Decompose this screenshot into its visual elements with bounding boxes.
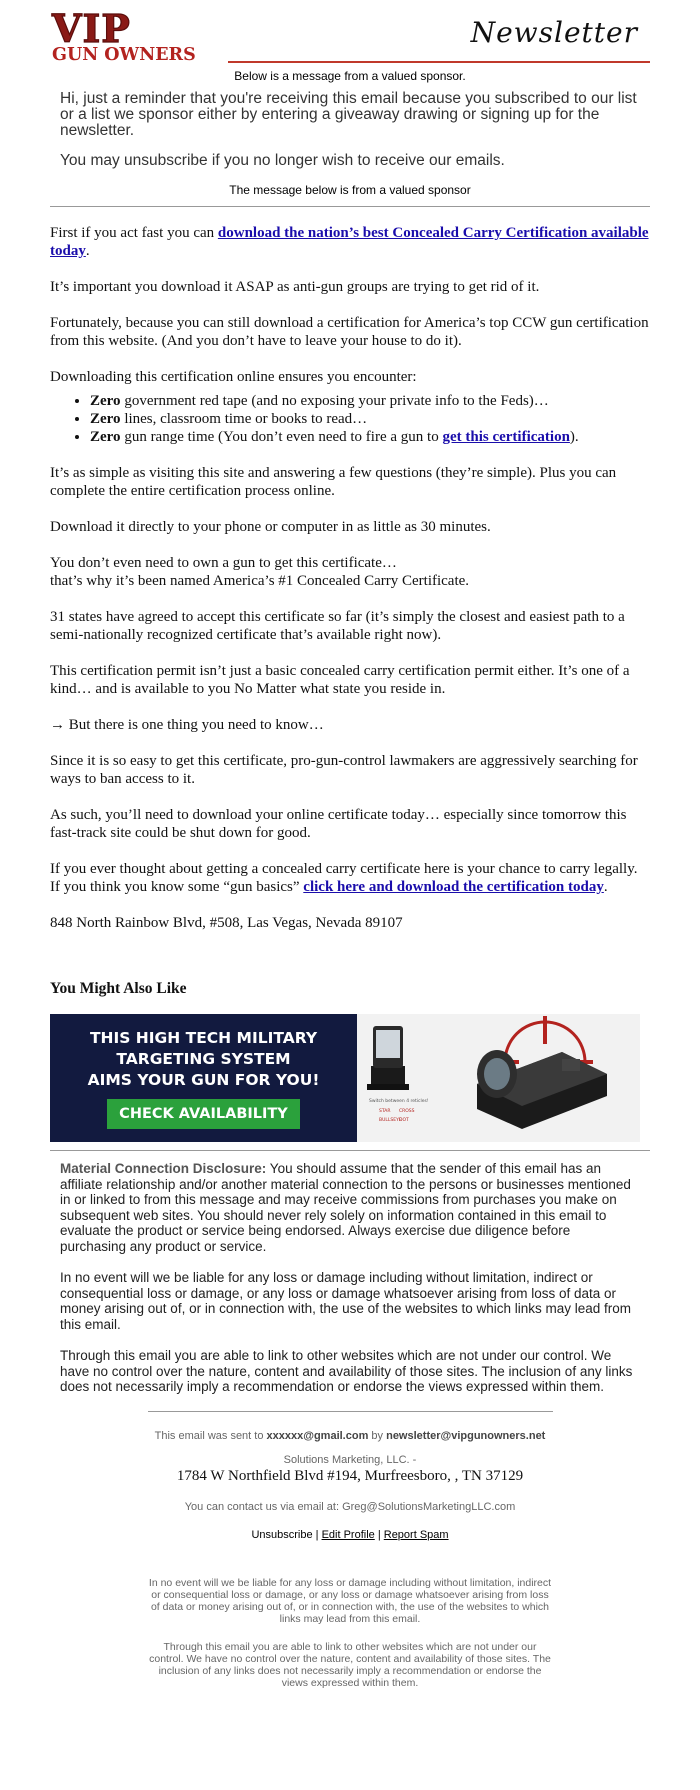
intro-section: [50, 83, 650, 169]
ad-text-panel: [50, 1014, 357, 1142]
disclosure-section: [50, 1150, 650, 1395]
small-red-dot-sight-icon: [367, 1026, 409, 1090]
benefits-list: [50, 392, 650, 446]
paragraph: This certification permit isn’t just a basic concealed carry certification permit either. It’s one of a kind… and is available to you No Matter what state you reside in.: [50, 663, 630, 697]
paragraph: Downloading this certification online ensures you encounter:: [50, 369, 417, 385]
header-divider: [228, 61, 650, 63]
vip-gun-owners-logo: [50, 10, 228, 64]
edit-profile-link[interactable]: Edit Profile: [321, 1528, 375, 1541]
paragraph: 31 states have agreed to accept this certificate so far (it’s simply the closest and easiest path to a semi-nationally recognized certificate that’s available right now).: [50, 609, 625, 643]
sponsor-notice-2: The message below is from a valued sponsor: [229, 183, 471, 197]
also-like-heading: You Might Also Like: [50, 980, 187, 997]
list-item: • Zero gun range time (You don’t even need to fire a gun to get this certification).: [90, 428, 650, 446]
disclosure-label: Material Connection Disclosure:: [60, 1161, 267, 1176]
footer-links: Unsubscribe | Edit Profile | Report Spam: [251, 1528, 449, 1541]
company-name: Solutions Marketing, LLC. -: [283, 1453, 417, 1466]
check-availability-button[interactable]: CHECK AVAILABILITY: [107, 1099, 300, 1129]
report-spam-link[interactable]: Report Spam: [383, 1528, 449, 1541]
ad-banner[interactable]: [50, 1014, 640, 1142]
paragraph: As such, you’ll need to download your online certificate today… especially since tomorrow this fast-track site could be shut down for good.: [50, 807, 627, 841]
list-item: • Zero lines, classroom time or books to read…: [90, 410, 650, 428]
paragraph: First if you act fast you can download the nation’s best Concealed Carry Certification available today.: [50, 225, 649, 259]
svg-text:Switch between 4 reticles!: Switch between 4 reticles!: [369, 1099, 429, 1104]
ad-product-image: [357, 1014, 640, 1142]
ad-headline: THIS HIGH TECH MILITARY TARGETING SYSTEM AIMS YOUR GUN FOR YOU!: [87, 1029, 320, 1089]
list-item: • Zero government red tape (and no exposing your private info to the Feds)…: [90, 392, 650, 410]
paragraph: Since it is so easy to get this certificate, pro-gun-control lawmakers are aggressively searching for ways to ban access to it.: [50, 753, 638, 787]
paragraph: You don’t even need to own a gun to get this certificate… that’s why it’s been named America’s #1 Concealed Carry Certificate.: [50, 555, 470, 589]
contact-line: You can contact us via email at: Greg@SolutionsMarketingLLC.com: [184, 1500, 516, 1513]
logo-vip-text: VIP: [52, 10, 131, 51]
liability-paragraph: In no event will we be liable for any loss or damage including without limitation, indirect or consequential loss or damage, or any loss or damage whatsoever arising from loss of data or money arising out of, or in connection with, the use of the websites to which links may lead from this email.: [60, 1270, 632, 1332]
sponsor-address: 848 North Rainbow Blvd, #508, Las Vegas, Nevada 89107: [50, 915, 403, 931]
paragraph: It’s as simple as visiting this site and answering a few questions (they’re simple). Plus you can complete the entire certification process online.: [50, 465, 617, 499]
logo-gun-owners-text: GUN OWNERS: [52, 45, 196, 64]
subscription-reminder: Hi, just a reminder that you're receiving this email because you subscribed to our list or a list we sponsor either by entering a giveaway drawing or signing up for the newsletter.: [60, 90, 637, 139]
paragraph: → But there is one thing you need to know…: [50, 717, 324, 733]
footer-liability-text: In no event will we be liable for any loss or damage including without limitation, indirect or consequential loss or damage, or any loss or damage whatsoever arising from loss of data or money arising out of, or in connection with, the use of the websites to which links may lead from this email.: [148, 1576, 552, 1625]
svg-text:BULLSEYE: BULLSEYE: [379, 1118, 402, 1123]
paragraph: Fortunately, because you can still download a certification for America’s top CCW gun certification from this website. (And you don’t have to leave your house to do it).: [50, 315, 649, 349]
svg-text:STAR: STAR: [379, 1109, 391, 1114]
footer-external-links-text: Through this email you are able to link to other websites which are not under our control. We have no control over the nature, content and availability of those sites. The inclusion of any links does not necessarily imply a recommendation or endorse the views expressed within them.: [149, 1640, 551, 1689]
sent-to-line: This email was sent to xxxxxx@gmail.com by newsletter@vipgunowners.net: [154, 1429, 546, 1442]
download-today-link[interactable]: click here and download the certification today: [303, 879, 604, 895]
sponsor-notice: Below is a message from a valued sponsor.: [234, 69, 466, 83]
paragraph: It’s important you download it ASAP as anti-gun groups are trying to get rid of it.: [50, 279, 540, 295]
external-links-paragraph: Through this email you are able to link to other websites which are not under our control. We have no control over the nature, content and availability of those sites. The inclusion of any links does not necessarily imply a recommendation or endorse the views expressed within them.: [60, 1348, 633, 1394]
newsletter-title: Newsletter: [470, 16, 638, 49]
svg-text:DOT: DOT: [399, 1118, 409, 1123]
article-body: [50, 207, 650, 932]
company-address: 1784 W Northfield Blvd #194, Murfreesboro, , TN 37129: [176, 1467, 524, 1484]
header: [50, 0, 650, 64]
get-certification-link[interactable]: get this certification: [442, 429, 570, 445]
svg-text:CROSS: CROSS: [399, 1109, 415, 1114]
unsubscribe-note: You may unsubscribe if you no longer wish to receive our emails.: [60, 152, 505, 169]
paragraph: If you ever thought about getting a concealed carry certificate here is your chance to carry legally. If you think you know some “gun basics” click here and download the certification today.: [50, 861, 638, 895]
unsubscribe-link[interactable]: Unsubscribe: [251, 1528, 313, 1541]
footer: [148, 1411, 553, 1689]
paragraph: Download it directly to your phone or computer in as little as 30 minutes.: [50, 519, 491, 535]
disclosure-paragraph: Material Connection Disclosure: You should assume that the sender of this email has an affiliate relationship and/or another material connection to the persons or businesses mentioned in or linked to from this message and may receive commissions from purchases you make on subsequent web sites. You should never rely solely on information contained in this email to evaluate the product or service being endorsed. Always exercise due diligence before purchasing any product or service.: [60, 1161, 631, 1254]
download-certification-link[interactable]: download the nation’s best Concealed Carry Certification available today: [50, 225, 649, 259]
email-container: [50, 0, 650, 1689]
